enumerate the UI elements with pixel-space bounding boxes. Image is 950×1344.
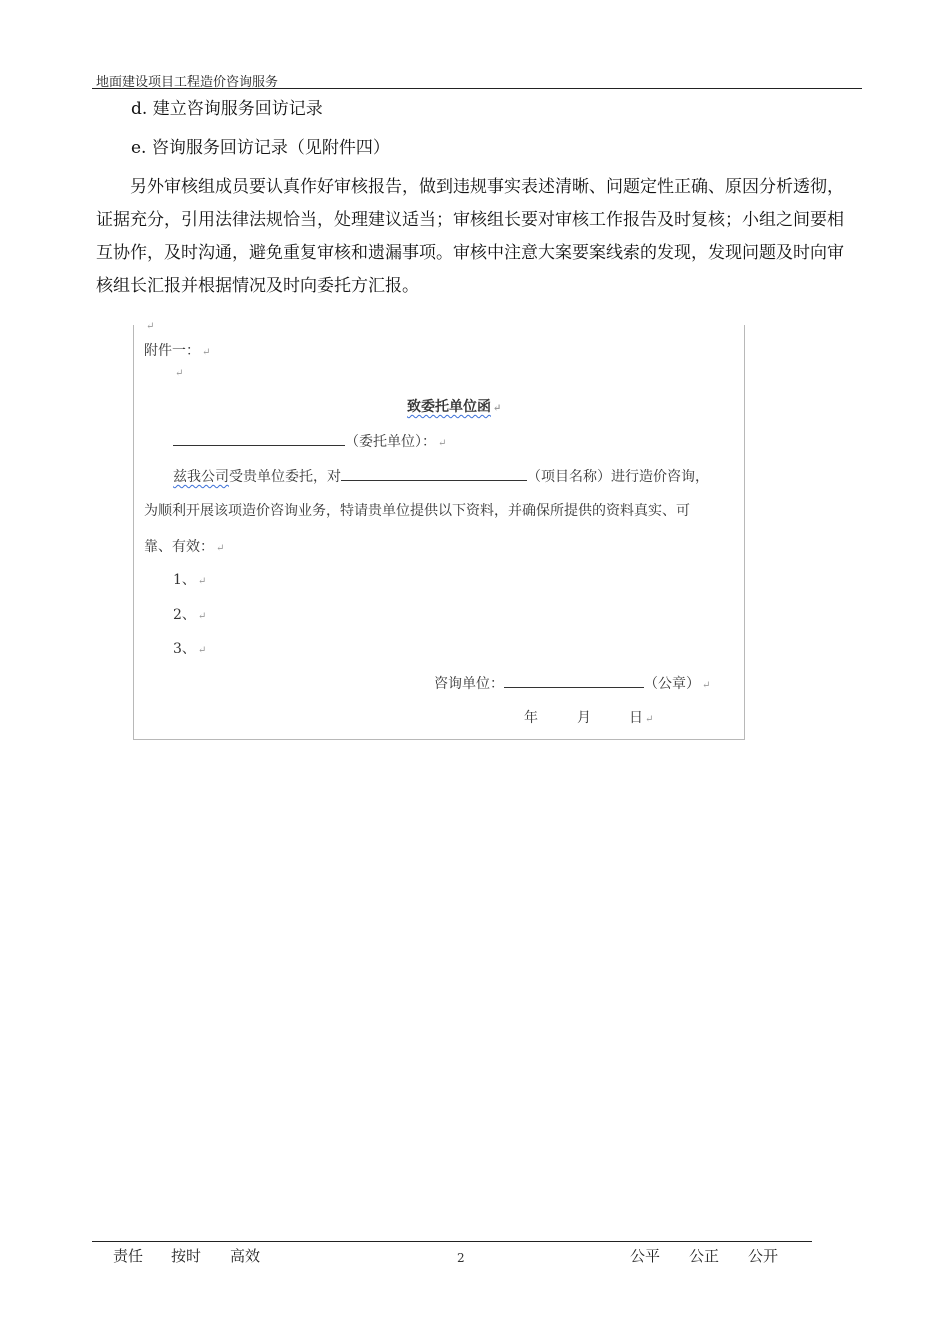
letter-line-2: 为顺利开展该项造价咨询业务，特请贵单位提供以下资料，并确保所提供的资料真实、可 [144,503,690,519]
footer-motto-4: 公平 [630,1247,661,1265]
letter-line-1: 兹我公司受贵单位委托，对 （项目名称）进行造价咨询， [173,469,709,485]
signature-line: 咨询单位： （公章） ↵ [434,676,711,692]
letter-line-3: 靠、有效： ↵ [144,539,225,555]
list-item: 1、 ↵ [173,572,207,588]
blank-line [173,433,345,446]
footer-divider [92,1241,812,1242]
page-number: 2 [457,1251,465,1265]
header-title: 地面建设项目工程造价咨询服务 [96,75,279,90]
list-item-d: d. 建立咨询服务回访记录 [131,99,323,119]
footer-motto-5: 公正 [689,1247,720,1265]
date-year: 年 [524,710,538,726]
header-divider [92,88,862,89]
footer-motto-6: 公开 [748,1247,779,1265]
footer-motto-2: 按时 [171,1247,202,1265]
list-item: 3、 ↵ [173,641,207,657]
blank-line [341,468,527,481]
attachment-label: 附件一： ↵ [144,343,211,359]
paragraph-mark: ↵ [175,368,184,379]
list-item-e: e. 咨询服务回访记录（见附件四） [131,138,390,158]
attachment-title: 致委托单位函 ↵ [407,399,502,415]
footer-motto-1: 责任 [113,1247,144,1265]
list-item: 2、 ↵ [173,607,207,623]
body-paragraph: 另外审核组成员要认真作好审核报告，做到违规事实表述清晰、问题定性正确、原因分析透彻，证据充分，引用法律法规恰当，处理建议适当；审核组长要对审核工作报告及时复核；小组之间要相互协作，及时沟通，避免重复审核和遗漏事项。审核中注意大案要案线索的发现，发现问题及时向审核组长汇报并根据情况及时向委托方汇报。 [96,177,844,296]
footer-motto-3: 高效 [230,1247,261,1265]
blank-line [504,675,644,688]
addressee-line: （委托单位）： ↵ [173,431,446,451]
paragraph-mark: ↵ [146,321,155,332]
date-day: 日 ↵ [629,710,654,726]
date-month: 月 [577,710,591,726]
